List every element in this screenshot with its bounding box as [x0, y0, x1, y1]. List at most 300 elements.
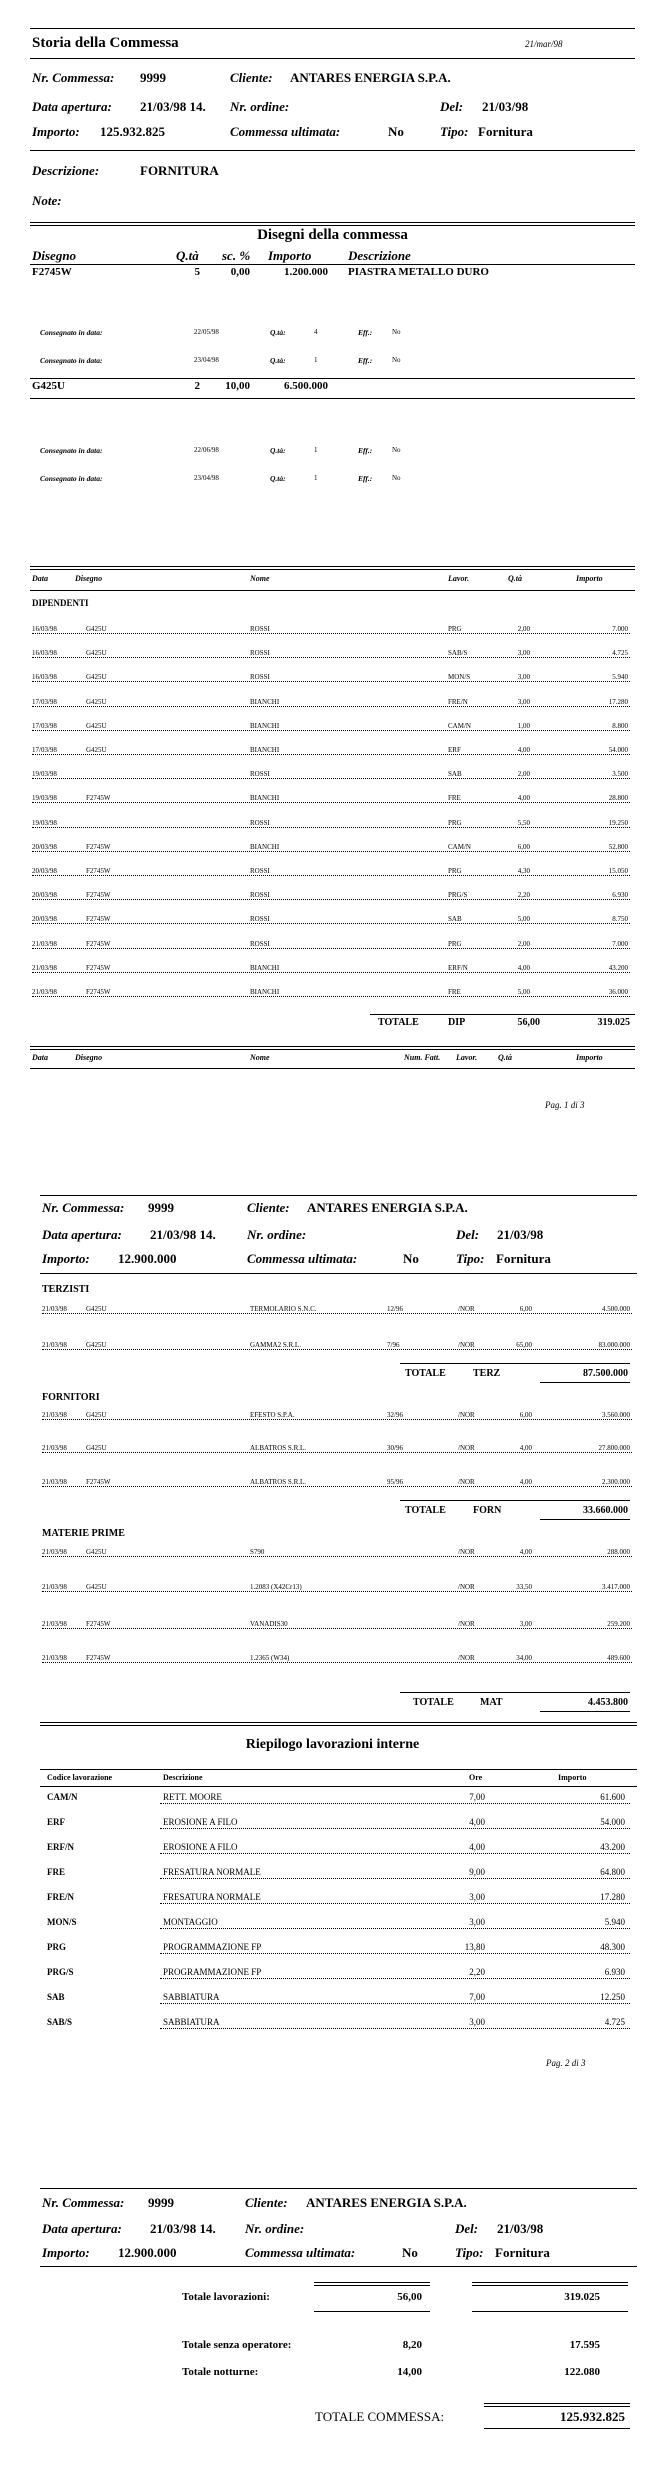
- row-disegno: F2745W: [86, 842, 111, 851]
- dipendenti-label: DIPENDENTI: [32, 598, 89, 608]
- row-lavor: /NOR: [458, 1583, 475, 1591]
- row-qta: 4,00: [500, 1478, 532, 1486]
- nr-commessa-value: 9999: [140, 70, 166, 85]
- disegno-divider: [30, 378, 635, 379]
- riepilogo-header-top-rule: [40, 1769, 637, 1770]
- row-lavor: PRG: [448, 939, 462, 948]
- page-number: Pag. 2 di 3: [546, 2058, 586, 2068]
- summary-rule-2: [472, 2282, 628, 2286]
- grand-total-rule: [484, 2403, 630, 2407]
- ultimata-value: No: [402, 2245, 418, 2260]
- row-disegno: G425U: [86, 721, 107, 730]
- row-importo: 5.940: [560, 673, 628, 681]
- summary-rule-4: [472, 2311, 628, 2312]
- row-data: 21/03/98: [42, 1478, 67, 1486]
- dotted-leader: [32, 899, 630, 900]
- dotted-leader: [160, 2028, 630, 2029]
- top-rule: [30, 28, 635, 29]
- col-qta: Q.tà: [508, 574, 522, 583]
- row-descrizione: PROGRAMMAZIONE FP: [163, 1942, 262, 1952]
- row-ore: 3,00: [445, 2017, 485, 2027]
- row-disegno: F2745W: [86, 867, 111, 875]
- row-importo: 17.280: [545, 1892, 625, 1902]
- row-ore: 3,00: [445, 1917, 485, 1927]
- col-disegno: Disegno: [75, 1053, 103, 1062]
- row-lavor: /NOR: [458, 1444, 475, 1452]
- lav-top-rule: [30, 566, 635, 570]
- totale-label: TOTALE: [378, 1017, 419, 1028]
- tipo-value: Fornitura: [495, 2245, 550, 2260]
- row-importo: 12.250: [545, 1992, 625, 2002]
- row-qta: 1,00: [500, 722, 530, 730]
- tipo-label: Tipo:: [455, 2245, 484, 2260]
- row-qta: 4,00: [500, 794, 530, 802]
- summary-rule-3: [314, 2311, 430, 2312]
- row-disegno: G425U: [86, 697, 107, 706]
- fornitori-label: FORNITORI: [42, 1392, 100, 1403]
- row-num-fatt: 30/96: [387, 1444, 403, 1452]
- row-disegno: G425U: [86, 649, 107, 658]
- riepilogo-title: Riepilogo lavorazioni interne: [245, 1737, 420, 1752]
- ultimata-label: Commessa ultimata:: [230, 124, 341, 139]
- consegna-data: 23/04/98: [194, 474, 219, 482]
- ultimata-label: Commessa ultimata:: [245, 2245, 356, 2260]
- row-descrizione: PROGRAMMAZIONE FP: [163, 1967, 262, 1977]
- dotted-leader: [160, 1953, 630, 1954]
- consegna-label: Consegnato in data:: [40, 446, 103, 455]
- disegno-qta: 2: [194, 380, 200, 392]
- row-nome: BIANCHI: [250, 794, 280, 803]
- dotted-leader: [32, 996, 630, 997]
- row-importo: 3.500: [560, 770, 628, 778]
- cliente-label: Cliente:: [245, 2195, 288, 2210]
- row-importo: 7.000: [560, 625, 628, 633]
- dotted-leader: [42, 1349, 632, 1350]
- dotted-leader: [32, 681, 630, 682]
- mat-total-underline: [540, 1711, 630, 1712]
- row-descrizione: EROSIONE A FILO: [163, 1817, 238, 1827]
- row-lavor: FRE: [448, 988, 461, 996]
- row-qta: 5,00: [500, 915, 530, 923]
- consegna-qta: 1: [314, 356, 318, 364]
- tipo-value: Fornitura: [478, 124, 533, 139]
- row-fornitore: VANADIS30: [250, 1620, 288, 1628]
- row-lavor: ERF: [448, 746, 461, 754]
- row-disegno: G425U: [86, 1548, 107, 1556]
- ultimata-value: No: [403, 1251, 419, 1266]
- row-qta: 4,00: [500, 1548, 532, 1556]
- row-importo: 2.300.000: [545, 1478, 630, 1486]
- row-importo: 17.280: [560, 698, 628, 706]
- col-nome: Nome: [250, 574, 270, 583]
- row-disegno: F2745W: [86, 794, 111, 803]
- totale-code: TERZ: [473, 1368, 501, 1379]
- totale-code: DIP: [448, 1017, 466, 1028]
- disegno-divider: [30, 398, 635, 399]
- del-value: 21/03/98: [497, 2221, 544, 2236]
- row-qta: 2,00: [500, 770, 530, 778]
- consegna-eff-label: Eff.:: [358, 328, 373, 337]
- row-lavor: /NOR: [458, 1305, 475, 1313]
- row-disegno: G425U: [86, 746, 107, 754]
- del-label: Del:: [456, 1227, 480, 1242]
- totale-label: TOTALE: [405, 1368, 446, 1379]
- dotted-leader: [160, 1853, 630, 1854]
- consegna-data: 23/04/98: [194, 356, 219, 364]
- nr-commessa-label: Nr. Commessa:: [32, 70, 115, 85]
- dotted-leader: [42, 1313, 632, 1314]
- dotted-leader: [32, 875, 630, 876]
- consegna-label: Consegnato in data:: [40, 356, 103, 365]
- importo-value: 12.900.000: [118, 1251, 177, 1266]
- consegna-eff: No: [392, 446, 401, 454]
- totale-qta: 56,00: [517, 1017, 540, 1028]
- row-qta: 4,00: [500, 746, 530, 754]
- row-ore: 4,00: [445, 1817, 485, 1827]
- row-nome: ROSSI: [250, 915, 270, 924]
- row-qta: 4,00: [500, 964, 530, 972]
- row-data: 16/03/98: [32, 625, 57, 633]
- totale-lavorazioni-ore: 56,00: [397, 2291, 422, 2303]
- row-descrizione: FRESATURA NORMALE: [163, 1892, 261, 1902]
- dotted-leader: [42, 1486, 632, 1487]
- descrizione-label: Descrizione:: [32, 163, 100, 178]
- row-importo: 6.930: [560, 891, 628, 899]
- row-qta: 5,00: [500, 988, 530, 996]
- consegna-qta: 1: [314, 446, 318, 454]
- senza-operatore-ore: 8,20: [402, 2339, 422, 2351]
- row-lavor: PRG/S: [448, 891, 468, 900]
- row-codice: PRG: [47, 1942, 66, 1952]
- row-codice: FRE: [47, 1867, 65, 1877]
- dotted-leader: [32, 827, 630, 828]
- nr-commessa-value: 9999: [148, 1200, 174, 1215]
- cliente-value: ANTARES ENERGIA S.P.A.: [290, 70, 451, 85]
- row-disegno: F2745W: [86, 963, 111, 972]
- del-label: Del:: [440, 99, 464, 114]
- dotted-leader: [32, 706, 630, 707]
- totale-rule: [370, 1014, 635, 1015]
- page-number: Pag. 1 di 3: [545, 1100, 585, 1110]
- totale-lavorazioni-importo: 319.025: [564, 2291, 600, 2303]
- row-nome: BIANCHI: [250, 697, 280, 706]
- consegna-label: Consegnato in data:: [40, 474, 103, 483]
- disegno-sc: 10,00: [225, 380, 250, 392]
- data-apertura-label: Data apertura:: [42, 1227, 122, 1242]
- row-data: 21/03/98: [42, 1305, 67, 1313]
- row-qta: 6,00: [500, 1411, 532, 1419]
- row-nome: ROSSI: [250, 891, 270, 900]
- notturne-ore: 14,00: [397, 2366, 422, 2378]
- row-descrizione: EROSIONE A FILO: [163, 1842, 238, 1852]
- row-fornitore: S790: [250, 1548, 265, 1556]
- consegna-label: Consegnato in data:: [40, 328, 103, 337]
- consegna-qta-label: Q.tà:: [270, 328, 286, 337]
- row-importo: 54.000: [560, 746, 628, 754]
- disegno-importo: 1.200.000: [284, 266, 328, 278]
- col-data: Data: [32, 1053, 48, 1062]
- row-data: 21/03/98: [32, 939, 57, 948]
- row-importo: 3.417.000: [545, 1583, 630, 1591]
- totale-label: TOTALE: [413, 1697, 454, 1708]
- importo-label: Importo:: [42, 2245, 90, 2260]
- col-data: Data: [32, 574, 48, 583]
- row-num-fatt: 7/96: [387, 1341, 400, 1349]
- row-data: 21/03/98: [42, 1654, 67, 1662]
- row-ore: 7,00: [445, 1792, 485, 1802]
- consegna-eff-label: Eff.:: [358, 474, 373, 483]
- row-disegno: G425U: [86, 673, 107, 682]
- row-disegno: G425U: [86, 1411, 107, 1419]
- disegno-qta: 5: [194, 266, 200, 278]
- row-codice: SAB: [47, 1992, 65, 2002]
- forn-total-underline: [540, 1519, 630, 1520]
- terzisti-label: TERZISTI: [42, 1284, 90, 1295]
- title-rule: [30, 58, 635, 59]
- consegna-qta-label: Q.tà:: [270, 446, 286, 455]
- row-importo: 4.500.000: [545, 1305, 630, 1313]
- row-importo: 43.200: [545, 1842, 625, 1852]
- row-lavor: SAB: [448, 770, 462, 779]
- row-importo: 288.000: [545, 1548, 630, 1556]
- row-disegno: G425U: [86, 625, 107, 633]
- totale-commessa-value: 125.932.825: [560, 2409, 625, 2424]
- row-codice: CAM/N: [47, 1792, 78, 1802]
- disegno-code: F2745W: [32, 266, 72, 278]
- dotted-leader: [160, 1903, 630, 1904]
- disegno-sc: 0,00: [230, 266, 250, 278]
- row-lavor: PRG: [448, 818, 462, 827]
- totale-value: 4.453.800: [588, 1697, 628, 1708]
- col-qta: Q.tà: [498, 1053, 512, 1062]
- row-ore: 7,00: [445, 1992, 485, 2002]
- ultimata-value: No: [388, 124, 404, 139]
- row-nome: BIANCHI: [250, 721, 280, 730]
- row-num-fatt: 95/96: [387, 1478, 403, 1486]
- row-num-fatt: 32/96: [387, 1411, 403, 1419]
- row-disegno: F2745W: [86, 939, 111, 948]
- col-disegno: Disegno: [32, 248, 77, 263]
- row-disegno: F2745W: [86, 988, 111, 996]
- consegna-data: 22/06/98: [194, 446, 219, 454]
- row-disegno: F2745W: [86, 1654, 111, 1662]
- row-data: 21/03/98: [42, 1620, 67, 1628]
- row-lavor: CAM/N: [448, 842, 471, 851]
- col-importo: Importo: [576, 574, 603, 583]
- col-nome: Nome: [250, 1053, 270, 1062]
- row-importo: 52.800: [560, 843, 628, 851]
- disegno-descrizione: PIASTRA METALLO DURO: [348, 266, 489, 278]
- row-num-fatt: 12/96: [387, 1305, 403, 1313]
- header-top-rule: [40, 1195, 637, 1196]
- row-fornitore: 1.2365 (W34): [250, 1654, 290, 1662]
- consegna-eff: No: [392, 356, 401, 364]
- nr-ordine-label: Nr. ordine:: [245, 2221, 305, 2236]
- grand-total-underline: [484, 2428, 630, 2429]
- row-fornitore: 1.2083 (X42Cr13): [250, 1583, 302, 1591]
- row-importo: 5.940: [545, 1917, 625, 1927]
- row-data: 20/03/98: [32, 891, 57, 900]
- dotted-leader: [32, 657, 630, 658]
- dotted-leader: [160, 1828, 630, 1829]
- totale-value: 33.660.000: [583, 1505, 628, 1516]
- senza-operatore-importo: 17.595: [569, 2339, 600, 2351]
- row-ore: 4,00: [445, 1842, 485, 1852]
- consegna-eff: No: [392, 328, 401, 336]
- col-lavor: Lavor.: [448, 574, 470, 583]
- dotted-leader: [32, 948, 630, 949]
- row-lavor: ERF/N: [448, 963, 468, 972]
- terz-total-rule: [400, 1363, 630, 1364]
- row-nome: BIANCHI: [250, 963, 280, 972]
- dotted-leader: [160, 1878, 630, 1879]
- row-data: 19/03/98: [32, 794, 57, 803]
- row-lavor: MON/S: [448, 673, 471, 682]
- row-lavor: /NOR: [458, 1341, 475, 1349]
- row-lavor: /NOR: [458, 1411, 475, 1419]
- consegna-eff-label: Eff.:: [358, 446, 373, 455]
- totale-label: TOTALE: [405, 1505, 446, 1516]
- row-data: 21/03/98: [32, 988, 57, 996]
- row-disegno: F2745W: [86, 915, 111, 924]
- row-importo: 4.725: [560, 649, 628, 657]
- terz-total-underline: [540, 1382, 630, 1383]
- importo-value: 12.900.000: [118, 2245, 177, 2260]
- notturne-label: Totale notturne:: [182, 2366, 259, 2378]
- totale-value: 87.500.000: [583, 1368, 628, 1379]
- dotted-leader: [32, 778, 630, 779]
- row-importo: 36.000: [560, 988, 628, 996]
- dotted-leader: [42, 1419, 632, 1420]
- consegna-qta-label: Q.tà:: [270, 474, 286, 483]
- row-importo: 48.300: [545, 1942, 625, 1952]
- row-codice: MON/S: [47, 1917, 77, 1927]
- report-title: Storia della Commessa: [32, 35, 179, 51]
- dotted-leader: [32, 754, 630, 755]
- row-fornitore: ALBATROS S.R.L.: [250, 1444, 307, 1452]
- row-importo: 83.000.000: [545, 1341, 630, 1349]
- importo-label: Importo:: [42, 1251, 90, 1266]
- dotted-leader: [42, 1628, 632, 1629]
- row-qta: 34,00: [500, 1654, 532, 1662]
- nr-ordine-label: Nr. ordine:: [230, 99, 290, 114]
- row-nome: ROSSI: [250, 625, 270, 633]
- row-descrizione: SABBIATURA: [163, 2017, 220, 2027]
- row-qta: 3,00: [500, 1620, 532, 1628]
- row-qta: 4,30: [500, 867, 530, 875]
- row-qta: 3,00: [500, 649, 530, 657]
- row-lavor: PRG: [448, 867, 462, 875]
- row-descrizione: RETT. MOORE: [163, 1792, 222, 1802]
- header-rule: [40, 1273, 637, 1274]
- data-apertura-value: 21/03/98 14.: [140, 99, 206, 114]
- report-page-1: [0, 0, 665, 1150]
- row-lavor: /NOR: [458, 1478, 475, 1486]
- del-label: Del:: [455, 2221, 479, 2236]
- totale-commessa-label: TOTALE COMMESSA:: [315, 2409, 445, 2424]
- footer-bottom-rule: [30, 1068, 635, 1069]
- row-fornitore: GAMMA2 S.R.L.: [250, 1341, 301, 1349]
- lav-header-rule: [30, 590, 635, 591]
- mat-total-rule: [400, 1692, 630, 1693]
- row-ore: 13,80: [445, 1942, 485, 1952]
- dotted-leader: [42, 1452, 632, 1453]
- row-importo: 15.050: [560, 867, 628, 875]
- dotted-leader: [42, 1556, 632, 1557]
- disegno-importo: 6.500.000: [284, 380, 328, 392]
- row-importo: 28.800: [560, 794, 628, 802]
- dotted-leader: [42, 1662, 632, 1663]
- importo-value: 125.932.825: [100, 124, 165, 139]
- dotted-leader: [32, 730, 630, 731]
- row-qta: 33,50: [500, 1583, 532, 1591]
- row-nome: BIANCHI: [250, 842, 280, 851]
- col-sc: sc. %: [222, 248, 251, 263]
- col-importo: Importo: [576, 1053, 603, 1062]
- row-data: 17/03/98: [32, 721, 57, 730]
- senza-operatore-label: Totale senza operatore:: [182, 2339, 292, 2351]
- row-lavor: FRE: [448, 794, 461, 803]
- row-data: 19/03/98: [32, 770, 57, 779]
- row-importo: 489.600: [545, 1654, 630, 1662]
- row-disegno: G425U: [86, 1444, 107, 1452]
- dotted-leader: [32, 802, 630, 803]
- consegna-eff-label: Eff.:: [358, 356, 373, 365]
- row-data: 20/03/98: [32, 915, 57, 924]
- dotted-leader: [42, 1591, 632, 1592]
- dotted-leader: [160, 1978, 630, 1979]
- row-disegno: F2745W: [86, 891, 111, 900]
- row-fornitore: TERMOLARIO S.N.C.: [250, 1305, 317, 1313]
- row-importo: 43.200: [560, 964, 628, 972]
- col-codice: Codice lavorazione: [47, 1773, 113, 1782]
- row-lavor: /NOR: [458, 1654, 475, 1662]
- row-qta: 3,00: [500, 673, 530, 681]
- row-nome: ROSSI: [250, 770, 270, 779]
- col-importo: Importo: [558, 1773, 587, 1782]
- data-apertura-label: Data apertura:: [32, 99, 112, 114]
- row-descrizione: SABBIATURA: [163, 1992, 220, 2002]
- row-data: 21/03/98: [42, 1341, 67, 1349]
- row-codice: SAB/S: [47, 2017, 73, 2027]
- ultimata-label: Commessa ultimata:: [247, 1251, 358, 1266]
- row-data: 20/03/98: [32, 842, 57, 851]
- tipo-label: Tipo:: [456, 1251, 485, 1266]
- nr-ordine-label: Nr. ordine:: [247, 1227, 307, 1242]
- row-ore: 2,20: [445, 1967, 485, 1977]
- dotted-leader: [32, 633, 630, 634]
- row-lavor: /NOR: [458, 1548, 475, 1556]
- col-qta: Q.tà: [176, 248, 199, 263]
- riepilogo-top-rule: [40, 1722, 637, 1726]
- row-importo: 19.250: [560, 819, 628, 827]
- row-qta: 6,00: [500, 843, 530, 851]
- consegna-qta: 1: [314, 474, 318, 482]
- row-qta: 6,00: [500, 1305, 532, 1313]
- row-data: 21/03/98: [42, 1411, 67, 1419]
- row-qta: 2,20: [500, 891, 530, 899]
- row-ore: 9,00: [445, 1867, 485, 1877]
- col-ore: Ore: [469, 1773, 483, 1782]
- nr-commessa-label: Nr. Commessa:: [42, 1200, 125, 1215]
- row-data: 21/03/98: [42, 1548, 67, 1556]
- col-disegno: Disegno: [75, 574, 103, 583]
- col-descrizione: Descrizione: [163, 1773, 203, 1782]
- data-apertura-value: 21/03/98 14.: [150, 1227, 216, 1242]
- dotted-leader: [32, 851, 630, 852]
- row-data: 16/03/98: [32, 673, 57, 682]
- totale-code: MAT: [480, 1697, 503, 1708]
